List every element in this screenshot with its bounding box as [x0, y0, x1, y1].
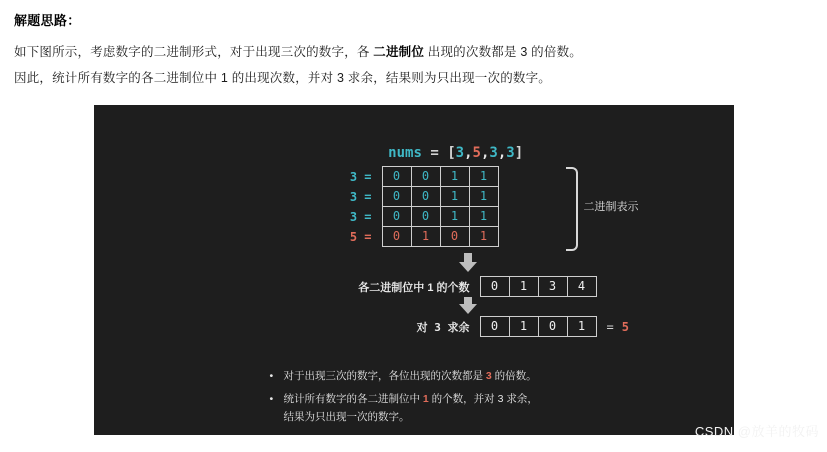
- nums-expression: nums = [3,5,3,3]: [388, 145, 524, 161]
- bullet-text-prefix: 对于出现三次的数字，各位出现的次数都是: [283, 370, 486, 382]
- binary-cell: 0: [412, 207, 441, 226]
- bullet-text: [284, 367, 700, 385]
- bullet-text-suffix: 的倍数。: [491, 370, 537, 382]
- nums-bracket-open: [: [447, 145, 456, 161]
- modulo-row: [330, 317, 629, 336]
- binary-row-label: 3 =: [349, 169, 372, 184]
- nums-value-2: 3: [489, 145, 498, 161]
- paragraph-1: [14, 39, 813, 65]
- binary-cell: 1: [441, 187, 470, 206]
- binary-explanation-figure: [94, 105, 734, 435]
- bullet-dot-icon: •: [269, 393, 274, 405]
- result-equals: =: [606, 319, 614, 334]
- bit-count-row: [330, 277, 597, 296]
- binary-row-label: 3 =: [349, 189, 372, 204]
- nums-value-1: 5: [472, 145, 481, 161]
- paragraph-1-seg-3: 出现的次数都是 3 的倍数。: [424, 45, 582, 59]
- binary-cell: 0: [383, 167, 412, 186]
- binary-cell: 1: [470, 167, 499, 186]
- bit-count-cell: 3: [539, 277, 568, 296]
- modulo-label: 对 3 求余: [416, 320, 470, 334]
- binary-cell: 0: [441, 227, 470, 246]
- bullet-text-second-line: 结果为只出现一次的数字。: [283, 411, 410, 423]
- modulo-cell: 0: [481, 317, 510, 336]
- binary-cell: 0: [383, 207, 412, 226]
- binary-cell: 0: [412, 187, 441, 206]
- binary-row: [330, 167, 499, 186]
- binary-row-label: 5 =: [349, 229, 372, 244]
- modulo-cell: 0: [539, 317, 568, 336]
- bullet-dot-icon: •: [269, 370, 274, 382]
- binary-rows: [330, 167, 499, 247]
- result-expression: [607, 320, 629, 334]
- modulo-cell: 1: [510, 317, 539, 336]
- result-value: 5: [621, 319, 629, 334]
- bit-count-cell: 4: [568, 277, 597, 296]
- modulo-cells: [480, 316, 597, 337]
- figure-container: [14, 105, 813, 435]
- paragraph-1-seg-2-bold: 二进制位: [373, 45, 425, 59]
- binary-cell: 0: [383, 227, 412, 246]
- binary-row-cells: [382, 186, 499, 207]
- paragraph-2-seg-1: 因此，统计所有数字的各二进制位中 1 的出现次数，并对 3 求余，结果则为只出现一次的数字。: [14, 71, 551, 85]
- watermark: CSDN @放羊的牧码: [694, 424, 819, 439]
- bullet-text-prefix: 统计所有数字的各二进制位中: [283, 393, 423, 405]
- binary-cell: 1: [441, 207, 470, 226]
- binary-row-cells: [382, 226, 499, 247]
- binary-cell: 0: [412, 167, 441, 186]
- binary-row: [330, 187, 499, 206]
- bullet-text-highlight: 3: [485, 370, 492, 382]
- binary-row-label: 3 =: [349, 209, 372, 224]
- bullet-text-suffix: 的个数，并对 3 求余，: [428, 393, 538, 405]
- paragraph-1-seg-1: 如下图所示，考虑数字的二进制形式，对于出现三次的数字，各: [14, 45, 374, 59]
- nums-equals: =: [421, 145, 448, 161]
- brace-bracket: [566, 167, 578, 251]
- nums-value-3: 3: [506, 145, 515, 161]
- binary-cell: 0: [383, 187, 412, 206]
- binary-row: [330, 207, 499, 226]
- page-title: 解题思路：: [14, 13, 81, 28]
- brace-label: 二进制表示: [583, 201, 639, 213]
- nums-variable-label: nums: [388, 145, 422, 161]
- binary-cell: 1: [470, 187, 499, 206]
- list-item: [270, 390, 700, 426]
- binary-cell: 1: [470, 207, 499, 226]
- binary-row-cells: [382, 166, 499, 187]
- figure-bullet-list: [270, 367, 700, 431]
- nums-value-0: 3: [455, 145, 465, 161]
- modulo-cell: 1: [568, 317, 597, 336]
- bit-count-label: 各二进制位中 1 的个数: [358, 281, 470, 294]
- bullet-text-highlight: 1: [422, 393, 429, 405]
- bullet-text: [284, 390, 700, 426]
- binary-cell: 1: [470, 227, 499, 246]
- binary-cell: 1: [412, 227, 441, 246]
- binary-row: [330, 227, 499, 246]
- binary-row-cells: [382, 206, 499, 227]
- binary-cell: 1: [441, 167, 470, 186]
- bit-count-cells: [480, 276, 597, 297]
- paragraph-2: [14, 65, 813, 91]
- bit-count-cell: 1: [510, 277, 539, 296]
- nums-bracket-close: ]: [514, 145, 524, 161]
- bit-count-cell: 0: [481, 277, 510, 296]
- list-item: [270, 367, 700, 385]
